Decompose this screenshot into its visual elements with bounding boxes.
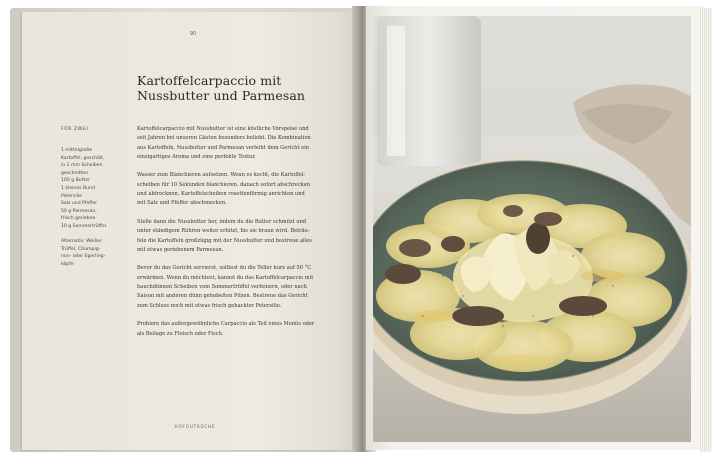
ingredient-spacer	[61, 231, 123, 239]
dish-photo	[373, 16, 691, 442]
page-number: 90	[189, 31, 197, 37]
ingredient-line: Petersilie	[61, 193, 82, 199]
ingredient-line: Kartoffel, geschält,	[61, 155, 105, 161]
intro-paragraph: Kartoffelcarpaccio mit Nussbutter ist eine köstliche Vorspeise und seit Jahren bei unseren Gästen besonders beliebt. Die Kombination aus Kartoffeln, Nussbutter und Parmesan verleiht dem Gericht ein einzigartiges Aroma und eine perfekte Textur.	[137, 126, 311, 160]
right-page-edge	[700, 8, 712, 452]
recipe-title	[137, 73, 327, 103]
ingredient-line: frisch gerieben	[61, 216, 96, 222]
running-footer: HOFGUTKÜCHE	[174, 424, 216, 429]
ingredient-list	[61, 147, 123, 269]
ingredient-line: 1 kleines Bund	[61, 185, 95, 191]
ingredient-line: in 2 mm Scheiben	[61, 163, 103, 169]
instruction-paragraph: Wasser zum Blanchieren aufsetzen. Wenn es kocht, die Kartoffel- scheiben für 10 Sekunden blanchieren, danach sofort abschrecken und abtrocknen. Kartoffelscheiben rosettenförmig anrichten und mit Salz und Pfeffer abschmecken.	[137, 172, 310, 207]
alternative-line: non- oder Egerling-	[61, 254, 106, 260]
ingredient-line: 50 g Parmesan,	[61, 208, 97, 214]
ingredient-line: 100 g Butter	[61, 178, 90, 184]
alternative-line: Alternativ: Weißer	[61, 239, 103, 245]
dish-photo-illustration	[373, 16, 691, 442]
ingredient-line: geschnitten	[61, 170, 89, 176]
ingredient-line: 1 mittelgroße	[61, 148, 93, 153]
ingredient-line: 10 g Sommertrüffel	[61, 223, 106, 229]
serving-suggestion-paragraph: Probiere das außergewöhnliche Carpaccio als Teil eines Menüs oder als Beilage zu Fleisch oder Fisch.	[137, 321, 315, 337]
ingredient-line: Salz und Pfeffer	[61, 201, 98, 207]
recipe-instructions	[137, 125, 317, 348]
instruction-paragraph: Stelle dann die Nussbutter her, indem du die Butter schmilzt und unter ständigem Rühren weiter erhitzt, bis sie braun wird. Beträu- fele die Kartoffeln großzügig mit der Nussbutter und bestreue alles mit etwas geriebenem Parmesan.	[137, 218, 312, 253]
instruction-paragraph: Bevor du das Gericht servierst, solltest du die Teller kurz auf 50 °C erwärmen. Wenn du möchtest, kannst du das Kartoffelcarpaccio mit hauchdünnen Scheiben vom Sommertrüffel verfeinern, oder nach Saison mit anderen dünn gehobelten Pilzen. Bestreue das Gericht zum Schluss noch mit etwas frisch gehackter Petersilie.	[137, 265, 314, 309]
alternative-line: köpfe	[61, 261, 74, 267]
alternative-line: Trüffel, Champig-	[61, 246, 101, 252]
recipe-title-line-1: Kartoffelcarpaccio mit	[137, 73, 282, 88]
recipe-title-line-2: Nussbutter und Parmesan	[137, 88, 306, 103]
serving-label: FÜR ZWEI	[61, 127, 89, 132]
